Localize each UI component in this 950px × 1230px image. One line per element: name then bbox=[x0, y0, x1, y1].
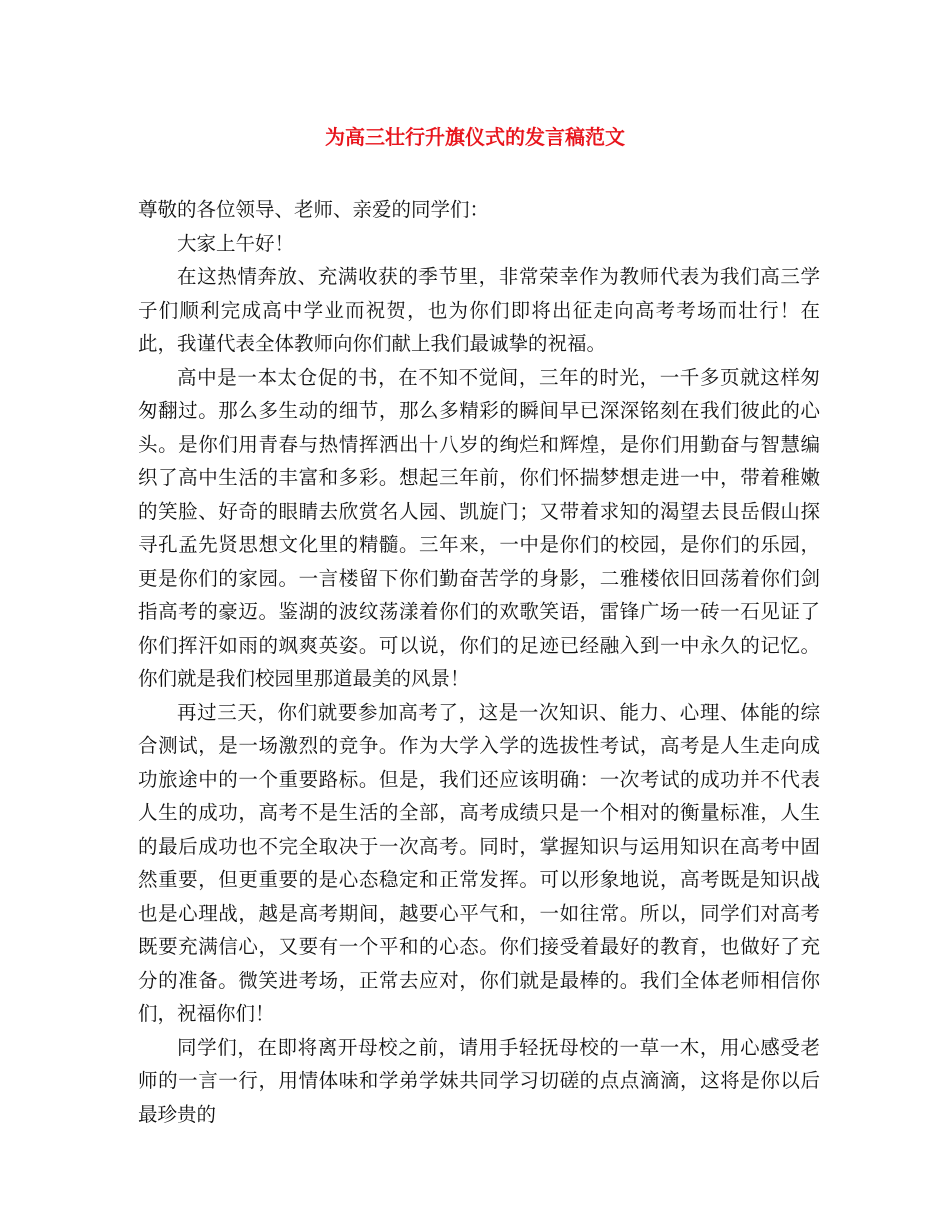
document-body bbox=[138, 193, 820, 1131]
paragraph-exam-advice: 再过三天，你们就要参加高考了，这是一次知识、能力、心理、体能的综合测试，是一场激烈的竞争。作为大学入学的选拔性考试，高考是人生走向成功旅途中的一个重要路标。但是，我们还应该明确：一次考试的成功并不代表人生的成功，高考不是生活的全部，高考成绩只是一个相对的衡量标准，人生的最后成功也不完全取决于一次高考。同时，掌握知识与运用知识在高考中固然重要，但更重要的是心态稳定和正常发挥。可以形象地说，高考既是知识战也是心理战，越是高考期间，越要心平气和，一如往常。所以，同学们对高考既要充满信心，又要有一个平和的心态。你们接受着最好的教育，也做好了充分的准备。微笑进考场，正常去应对，你们就是最棒的。我们全体老师相信你们，祝福你们！ bbox=[138, 700, 820, 1025]
paragraph-farewell: 同学们，在即将离开母校之前，请用手轻抚母校的一草一木，用心感受老师的一言一行，用情体味和学弟学妹共同学习切磋的点点滴滴，这将是你以后最珍贵的 bbox=[138, 1035, 820, 1126]
document-title: 为高三壮行升旗仪式的发言稿范文 bbox=[325, 125, 625, 149]
paragraph-memories: 高中是一本太仓促的书，在不知不觉间，三年的时光，一千多页就这样匆匆翻过。那么多生动的细节，那么多精彩的瞬间早已深深铭刻在我们彼此的心头。是你们用青春与热情挥洒出十八岁的绚烂和辉煌，是你们用勤奋与智慧编织了高中生活的丰富和多彩。想起三年前，你们怀揣梦想走进一中，带着稚嫩的笑脸、好奇的眼睛去欣赏名人园、凯旋门；又带着求知的渴望去艮岳假山探寻孔孟先贤思想文化里的精髓。三年来，一中是你们的校园，是你们的乐园，更是你们的家园。一言楼留下你们勤奋苦学的身影，二雅楼依旧回荡着你们剑指高考的豪迈。鉴湖的波纹荡漾着你们的欢歌笑语，雷锋广场一砖一石见证了你们挥汗如雨的飒爽英姿。可以说，你们的足迹已经融入到一中永久的记忆。你们就是我们校园里那道最美的风景！ bbox=[138, 365, 820, 690]
paragraph-greeting: 大家上午好！ bbox=[177, 231, 295, 255]
paragraph-congratulations: 在这热情奔放、充满收获的季节里，非常荣幸作为教师代表为我们高三学子们顺利完成高中学业而祝贺，也为你们即将出征走向高考考场而壮行！在此，我谨代表全体教师向你们献上我们最诚挚的祝福。 bbox=[138, 265, 820, 355]
salutation: 尊敬的各位领导、老师、亲爱的同学们： bbox=[138, 198, 490, 221]
